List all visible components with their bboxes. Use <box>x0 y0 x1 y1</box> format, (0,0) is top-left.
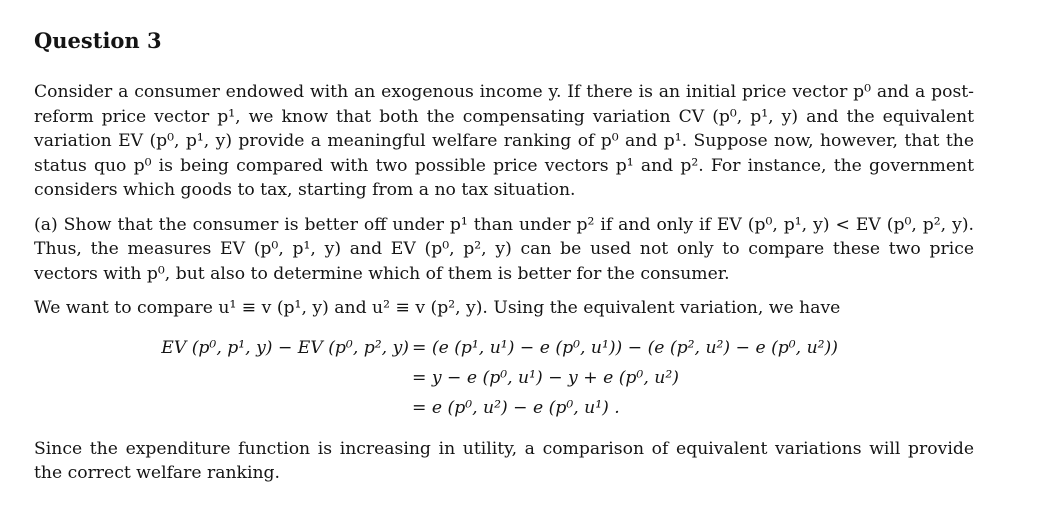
part-a-paragraph: (a) Show that the consumer is better off under p¹ than under p² if and only if EV (p⁰, p¹, y) < EV (p⁰, p², y). Thus, the measures EV (p⁰, p¹, y) and EV (p⁰, p², y) can be used not only to compare these two price vectors with p⁰, but also to determine which of them is better for the consumer. <box>34 214 974 284</box>
conclusion-paragraph: Since the expenditure function is increasing in utility, a comparison of equivalent variations will provide the correct welfare ranking. <box>34 438 974 483</box>
answer-intro-paragraph: We want to compare u¹ ≡ v (p¹, y) and u² ≡ v (p², y). Using the equivalent variation, we have <box>34 298 841 318</box>
equation-lhs: EV (p⁰, p¹, y) − EV (p⁰, p², y) <box>161 337 409 358</box>
equation-display <box>34 333 974 423</box>
equation-line-2: = y − e (p⁰, u¹) − y + e (p⁰, u²) <box>412 367 679 388</box>
document-page <box>34 26 974 486</box>
equation-line-1: = (e (p¹, u¹) − e (p⁰, u¹)) − (e (p², u²) − e (p⁰, u²)) <box>412 337 838 358</box>
equation-line-3: = e (p⁰, u²) − e (p⁰, u¹) . <box>412 397 620 418</box>
question-title: Question 3 <box>34 28 162 53</box>
intro-paragraph: Consider a consumer endowed with an exogenous income y. If there is an initial price vector p⁰ and a post-reform price vector p¹, we know that both the compensating variation CV (p⁰, p¹, y) and the equivalent variation EV (p⁰, p¹, y) provide a meaningful welfare ranking of p⁰ and p¹. Suppose now, however, that the status quo p⁰ is being compared with two possible price vectors p¹ and p². For instance, the government considers which goods to tax, starting from a no tax situation. <box>34 82 974 200</box>
